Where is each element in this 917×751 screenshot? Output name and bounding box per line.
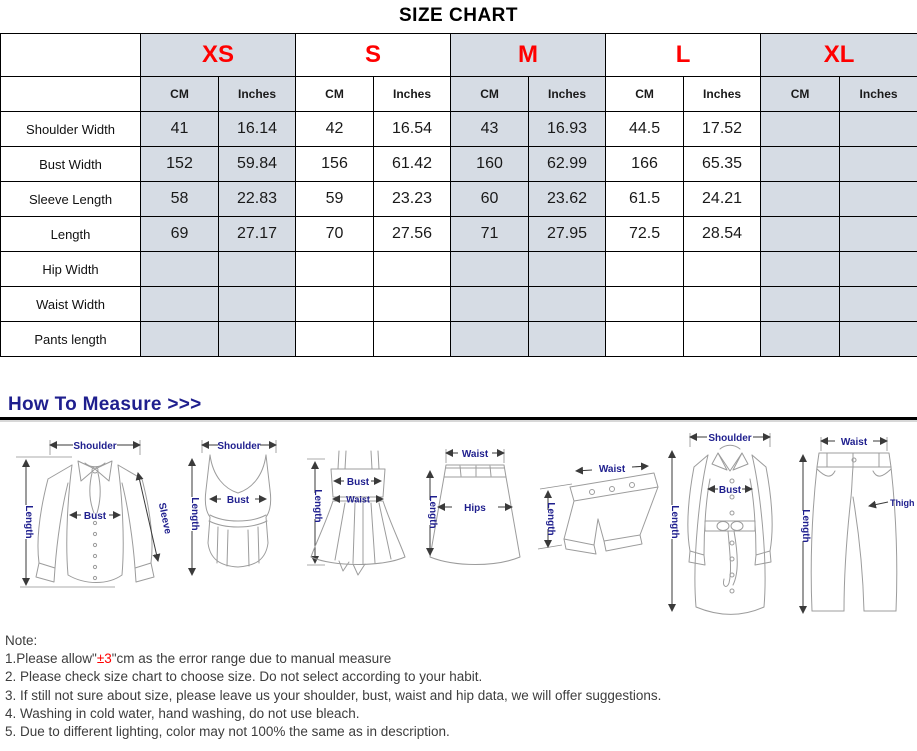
size-cell [761,217,840,252]
row-label: Sleeve Length [1,182,141,217]
size-cell: 61.5 [606,182,684,217]
size-cell: 152 [141,147,219,182]
size-cell [451,287,529,322]
page-title: SIZE CHART [399,5,518,26]
table-row [1,112,917,147]
size-cell: 69 [141,217,219,252]
size-header-s: S [296,34,451,77]
pants-waist-label: Waist [840,437,868,448]
size-chart-table [0,33,917,357]
size-cell [296,252,374,287]
unit-header-inches: Inches [374,77,451,112]
tank-shoulder-label: Shoulder [217,441,261,452]
size-cell [840,112,917,147]
size-cell: 16.93 [529,112,606,147]
size-cell [141,287,219,322]
blouse-length-label: Length [23,505,34,539]
table-row [1,147,917,182]
size-cell: 62.99 [529,147,606,182]
size-header-xs: XS [141,34,296,77]
size-cell: 72.5 [606,217,684,252]
size-cell: 70 [296,217,374,252]
size-cell [840,182,917,217]
note-line-2: 2. Please check size chart to choose size. Do not select according to your habit. [5,669,483,685]
size-cell [761,112,840,147]
coat-shoulder-label: Shoulder [708,433,752,444]
unit-header-inches: Inches [219,77,296,112]
size-cell: 60 [451,182,529,217]
size-cell [296,322,374,357]
size-cell: 65.35 [684,147,761,182]
size-cell [761,182,840,217]
coat-bust-label: Bust [718,485,742,496]
size-cell [296,287,374,322]
unit-header-cm: CM [296,77,374,112]
size-cell [529,287,606,322]
blouse-shoulder-label: Shoulder [73,441,117,452]
size-cell [451,322,529,357]
note-line-1: 1.Please allow"±3"cm as the error range due to manual measure [5,651,392,667]
size-header-l: L [606,34,761,77]
size-cell [840,287,917,322]
row-label: Shoulder Width [1,112,141,147]
size-header-m: M [451,34,606,77]
tank-length-label: Length [189,497,200,531]
coat-figure [660,429,802,625]
size-cell [219,252,296,287]
table-row [1,182,917,217]
size-cell: 156 [296,147,374,182]
size-cell: 27.56 [374,217,451,252]
dress-figure [303,445,415,583]
size-cell: 27.95 [529,217,606,252]
size-cell [684,252,761,287]
row-label: Waist Width [1,287,141,322]
skirt-figure [420,445,532,580]
row-label: Bust Width [1,147,141,182]
size-cell [374,322,451,357]
size-cell [374,252,451,287]
skirt-length-label: Length [427,495,438,529]
note-line-3: 3. If still not sure about size, please leave us your shoulder, bust, waist and hip data, we will offer suggestions. [5,687,662,703]
tank-bust-label: Bust [226,495,250,506]
size-cell [840,147,917,182]
size-cell [840,322,917,357]
size-cell: 59.84 [219,147,296,182]
corner-cell [1,34,141,77]
size-cell [840,217,917,252]
shorts-length-label: Length [545,502,556,536]
corner-cell [1,77,141,112]
size-cell: 27.17 [219,217,296,252]
row-label: Length [1,217,141,252]
dress-bust-label: Bust [346,477,370,488]
blouse-figure [10,435,180,603]
size-cell: 44.5 [606,112,684,147]
measure-figures [0,421,917,634]
table-row [1,217,917,252]
unit-header-inches: Inches [529,77,606,112]
skirt-waist-label: Waist [461,449,489,460]
size-cell: 160 [451,147,529,182]
blouse-bust-label: Bust [83,511,107,522]
unit-header-inches: Inches [840,77,917,112]
row-label: Hip Width [1,252,141,287]
note-line-4: 4. Washing in cold water, hand washing, do not use bleach. [5,705,360,721]
size-cell [761,322,840,357]
notes-heading: Note: [5,633,38,648]
size-cell: 16.54 [374,112,451,147]
size-cell: 16.14 [219,112,296,147]
skirt-hips-label: Hips [464,503,486,514]
size-cell [761,252,840,287]
size-cell [219,322,296,357]
pants-figure [793,433,917,625]
size-cell [529,322,606,357]
unit-header-cm: CM [761,77,840,112]
size-cell: 22.83 [219,182,296,217]
size-cell [141,252,219,287]
how-to-measure-heading: How To Measure >>> [8,394,202,415]
size-cell [840,252,917,287]
size-cell: 23.23 [374,182,451,217]
row-label: Pants length [1,322,141,357]
size-cell: 41 [141,112,219,147]
coat-length-label: Length [669,505,680,539]
pants-length-label: Length [800,509,811,543]
size-cell: 166 [606,147,684,182]
size-cell: 42 [296,112,374,147]
size-cell [529,252,606,287]
dress-waist-label: Waist [346,494,370,505]
size-cell: 59 [296,182,374,217]
error-range-highlight: ±3 [96,651,112,667]
size-cell: 43 [451,112,529,147]
size-cell [451,252,529,287]
size-cell [606,287,684,322]
size-cell [761,147,840,182]
size-cell [374,287,451,322]
size-cell: 58 [141,182,219,217]
size-cell [684,322,761,357]
shorts-figure [534,461,664,566]
size-cell: 24.21 [684,182,761,217]
table-row [1,252,917,287]
size-cell [606,322,684,357]
unit-header-cm: CM [606,77,684,112]
size-cell [141,322,219,357]
size-header-xl: XL [761,34,917,77]
notes-section [5,632,910,741]
blouse-sleeve-label: Sleeve [155,501,174,536]
note-line-5: 5. Due to different lighting, color may not 100% the same as in description. [5,724,450,740]
table-row [1,322,917,357]
shorts-waist-label: Waist [598,464,626,475]
size-cell [684,287,761,322]
size-cell: 23.62 [529,182,606,217]
size-cell: 28.54 [684,217,761,252]
size-cell [761,287,840,322]
table-row [1,287,917,322]
unit-header-cm: CM [451,77,529,112]
unit-header-cm: CM [141,77,219,112]
tank-figure [180,435,298,590]
unit-header-inches: Inches [684,77,761,112]
size-cell: 61.42 [374,147,451,182]
dress-length-label: Length [312,489,323,523]
pants-thigh-label: Thigh [890,498,915,508]
size-cell [219,287,296,322]
size-cell: 71 [451,217,529,252]
size-cell [606,252,684,287]
size-cell: 17.52 [684,112,761,147]
